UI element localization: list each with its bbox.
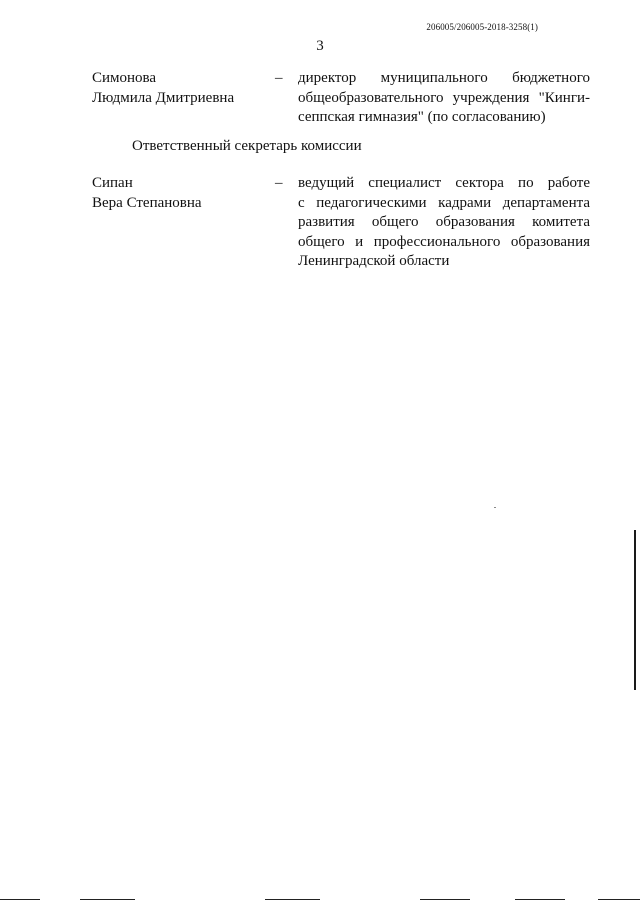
member-given-names: Людмила Дмитриевна — [92, 89, 235, 106]
position-line: развития общего образования комитета — [298, 214, 590, 230]
member-name — [92, 174, 272, 213]
member-name — [92, 69, 272, 108]
scan-edge-mark — [634, 530, 636, 690]
member-surname: Сипан — [92, 175, 133, 191]
footer-line — [265, 899, 320, 900]
footer-line — [515, 899, 565, 900]
position-line: общеобразовательного учреждения "Кинги- — [298, 89, 590, 106]
position-line: Ленинградской области — [298, 253, 450, 269]
footer-line — [420, 899, 470, 900]
member-surname: Симонова — [92, 70, 157, 86]
page-number: 3 — [316, 38, 324, 54]
document-code: 206005/206005-2018-3258(1) — [426, 22, 538, 32]
position-line: ведущий специалист сектора по работе — [298, 175, 590, 191]
member-position — [298, 174, 590, 272]
entry-dash: – — [275, 175, 283, 191]
footer-line — [0, 899, 40, 900]
position-line: директор муниципального бюджетного — [298, 70, 590, 86]
section-title: Ответственный секретарь комиссии — [132, 138, 362, 154]
position-line: с педагогическими кадрами департамента — [298, 194, 590, 211]
footer-line — [80, 899, 135, 900]
footer-lines — [0, 899, 640, 903]
member-given-names: Вера Степановна — [92, 194, 202, 211]
position-line: сеппская гимназия" (по согласованию) — [298, 109, 546, 125]
scan-dot — [494, 507, 496, 508]
footer-line — [598, 899, 640, 900]
position-line: общего и профессионального образования — [298, 233, 590, 250]
member-position — [298, 69, 590, 128]
entry-dash: – — [275, 70, 283, 86]
